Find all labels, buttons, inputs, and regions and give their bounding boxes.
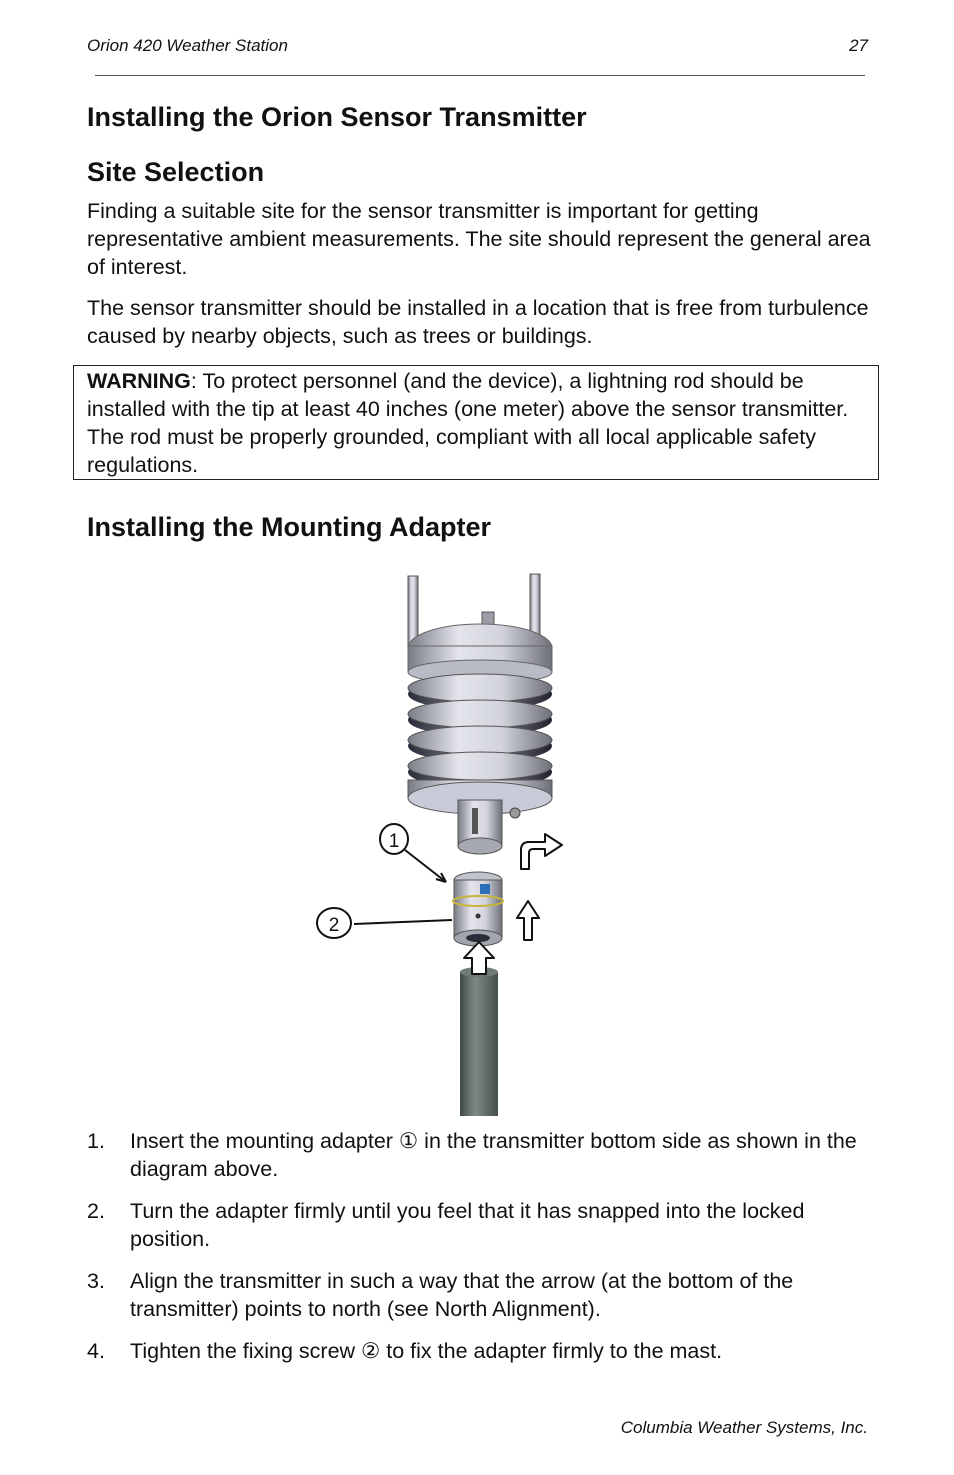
callout-lines (354, 850, 452, 924)
section-heading-installing-transmitter: Installing the Orion Sensor Transmitter (87, 102, 587, 132)
section-heading-mounting-adapter: Installing the Mounting Adapter (87, 512, 491, 542)
step-text: Turn the adapter firmly until you feel that it has snapped into the locked position. (130, 1199, 805, 1251)
step-text: Tighten the fixing screw ② to fix the adapter firmly to the mast. (130, 1339, 723, 1363)
step-text: Align the transmitter in such a way that the arrow (at the bottom of the transmitter) points to north (see North Alignment). (130, 1269, 794, 1321)
callout-1-label: 1 (388, 831, 400, 852)
step-number: 1. (87, 1129, 105, 1153)
callout-2-label: 2 (328, 915, 340, 936)
header-divider (95, 75, 865, 76)
step-number: 3. (87, 1269, 105, 1293)
section-heading-site-selection: Site Selection (87, 157, 265, 187)
list-item (87, 1267, 877, 1323)
mast (460, 967, 498, 1116)
running-header-title: Orion 420 Weather Station (87, 36, 288, 55)
sensor-transmitter (408, 574, 552, 854)
callout-circles (317, 824, 408, 938)
list-item (87, 1337, 877, 1365)
warning-box (73, 365, 879, 480)
paragraph-turbulence: The sensor transmitter should be installed in a location that is free from turbulence caused by nearby objects, such as trees or buildings. (87, 296, 869, 348)
step-number: 2. (87, 1199, 105, 1223)
installation-steps-list (87, 1127, 877, 1379)
paragraph-site-suitability: Finding a suitable site for the sensor transmitter is important for getting representative ambient measurements. The site should represent the general area of interest. (87, 199, 871, 279)
step-number: 4. (87, 1339, 105, 1363)
mounting-adapter (453, 872, 503, 946)
step-text: Insert the mounting adapter ① in the transmitter bottom side as shown in the diagram above. (130, 1129, 857, 1181)
footer-company: Columbia Weather Systems, Inc. (620, 1418, 868, 1437)
page-number: 27 (849, 36, 868, 55)
mounting-adapter-diagram (300, 568, 580, 1116)
warning-label: WARNING (87, 369, 191, 393)
warning-text: : To protect personnel (and the device), a lightning rod should be installed with the tip at least 40 inches (one meter) above the sensor transmitter. The rod must be properly grounded, compliant with all local applicable safety regulations. (87, 369, 849, 477)
list-item (87, 1197, 877, 1253)
list-item (87, 1127, 877, 1183)
